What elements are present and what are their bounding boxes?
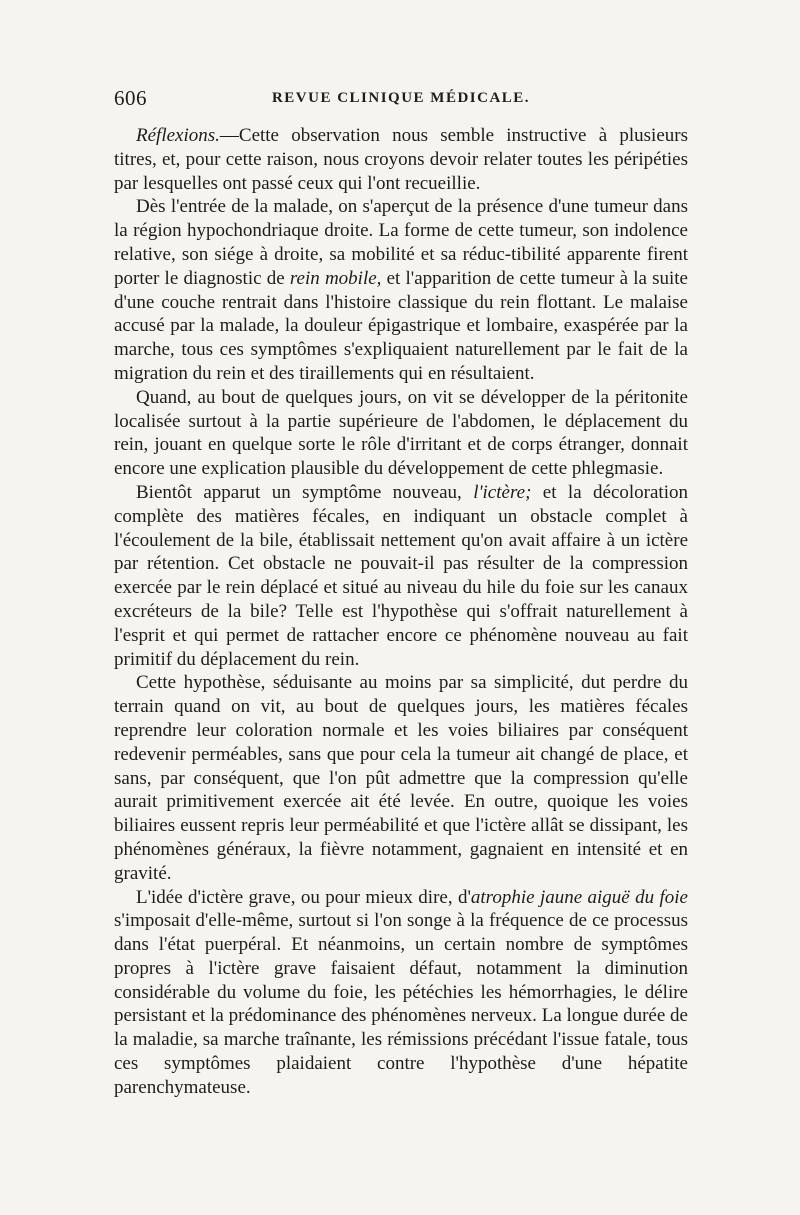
paragraph-text: Bientôt apparut un symptôme nouveau, <box>136 481 474 503</box>
running-title: REVUE CLINIQUE MÉDICALE. <box>271 90 531 106</box>
section-lead: Réflexions. <box>136 125 220 146</box>
paragraph-text: Quand, au bout de quelques jours, on vit se développer de la péritonite localisée surtout à la partie supérieure de l'abdomen, le déplacement du rein, jouant en quelque sorte le rôle d'irritant et de corps étranger, donnait encore une explication plausible du développement de cette phlegmasie. <box>114 386 688 480</box>
emphasis-atrophie: atrophie jaune aiguë du foie <box>470 886 688 908</box>
paragraph-atrophie <box>114 886 688 1100</box>
book-page <box>114 86 688 1100</box>
paragraph-text: et l'apparition de cette tumeur à la suite d'une couche rentrait dans l'histoire classique du rein flottant. Le malaise accusé par la malade, la douleur épigastrique et lombaire, exaspérée par la marche, tous ces symptômes s'expliquaient naturellement par le fait de la migration du rein et des tiraillements qui en résultaient. <box>114 267 688 384</box>
paragraph-text: Dès l'entrée de la malade, on s'aperçut de la présence d'une tumeur dans la région hypochondriaque droite. La forme de cette tumeur, son indolence relative, son siége à droite, sa mobilité et sa réduc-tibilité apparente firent porter le diagnostic de <box>114 196 688 289</box>
paragraph-text: L'idée d'ictère grave, ou pour mieux dire, d' <box>136 886 471 908</box>
paragraph-hypothese <box>114 671 688 885</box>
paragraph-tumeur <box>114 195 688 385</box>
page-header <box>114 86 688 116</box>
paragraph-ictere <box>114 481 688 671</box>
paragraph-text: Cette hypothèse, séduisante au moins par sa simplicité, dut perdre du terrain quand on vit, au bout de quelques jours, les matières fécales reprendre leur coloration normale et les voies biliaires par conséquent redevenir perméables, sans que pour cela la tumeur ait changé de place, et sans, par conséquent, que l'on pût admettre que la compression qu'elle aurait primitivement exercée ait été levée. En outre, quoique les voies biliaires eussent repris leur perméabilité et que l'ictère allât se dissipant, les phénomènes généraux, la fièvre notamment, gagnaient en intensité et en gravité. <box>114 672 688 884</box>
emphasis-ictere: l'ictère; <box>473 481 532 503</box>
paragraph-text: —Cette observation nous semble instructive à plusieurs titres, et, pour cette raison, nous croyons devoir relater toutes les péripéties par lesquelles ont passé ceux qui l'ont recueillie. <box>114 125 688 194</box>
paragraph-text: s'imposait d'elle-même, surtout si l'on songe à la fréquence de ce processus dans l'état puerpéral. Et néanmoins, un certain nombre de symptômes propres à l'ictère grave faisaient défaut, notamment la diminution considérable du volume du foie, les pétéchies les hémorrhagies, le délire persistant et la prédominance des phénomènes nerveux. La longue durée de la maladie, sa marche traînante, les rémissions précédant l'issue fatale, tous ces symptômes plaidaient contre l'hypothèse d'une hépatite parenchymateuse. <box>114 910 688 1098</box>
page-number: 606 <box>114 86 147 110</box>
paragraph-text: et la décoloration complète des matières fécales, en indiquant un obstacle complet à l'écoulement de la bile, établissait nettement qu'on avait affaire à un ictère par rétention. Cet obstacle ne pouvait-il pas résulter de la compression exercée par le rein déplacé et situé au niveau du hile du foie sur les canaux excréteurs de la bile? Telle est l'hypothèse qui s'offrait naturellement à l'esprit et qui permet de rattacher encore ce phénomène nouveau au fait primitif du déplacement du rein. <box>114 481 688 670</box>
emphasis-rein-mobile: rein mobile, <box>289 267 382 289</box>
paragraph-reflexions <box>114 124 688 195</box>
paragraph-peritonite <box>114 386 688 481</box>
